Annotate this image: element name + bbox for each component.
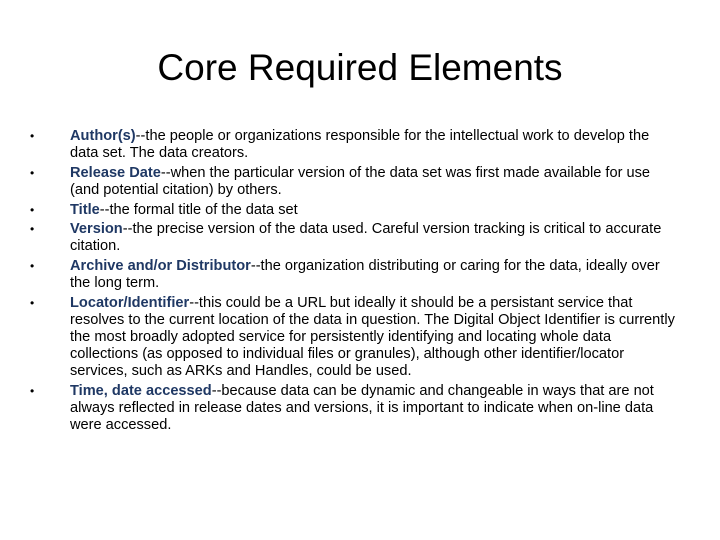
- bullet-item-time-accessed: [30, 383, 678, 434]
- bullet-description: --this could be a URL but ideally it should be a persistant service that resolves to the current location of the data in question. The Digital Object Identifier is currently the most broadly adopted service for persistently identifying and locating whole data collections (as opposed to individual files or granules), although other identifier/locator services, such as ARKs and Handles, could be used.: [70, 294, 675, 380]
- bullet-dot-icon: •: [30, 129, 35, 143]
- bullet-term: Time, date accessed: [70, 382, 212, 399]
- bullet-dot-icon: •: [30, 259, 35, 274]
- bullet-item-release-date: [30, 165, 678, 199]
- bullet-item-title: [30, 202, 678, 219]
- bullet-description: --the people or organizations responsible for the intellectual work to develop the data set. The data creators.: [70, 128, 650, 162]
- bullet-description: --the precise version of the data used. Careful version tracking is critical to accurate citation.: [70, 221, 662, 255]
- bullet-dot-icon: •: [30, 202, 35, 217]
- bullet-term: Release Date: [70, 164, 161, 181]
- bullet-description: --the organization distributing or caring for the data, ideally over the long term.: [70, 258, 660, 292]
- bullet-term: Archive and/or Distributor: [70, 258, 251, 275]
- bullet-item-archive-distributor: [30, 258, 678, 292]
- bullet-dot-icon: •: [30, 295, 35, 310]
- bullet-dot-icon: •: [30, 383, 35, 398]
- bullet-item-author: [30, 128, 678, 162]
- bullet-dot-icon: •: [30, 222, 35, 237]
- bullet-item-version: [30, 221, 678, 255]
- bullet-term: Author(s): [70, 128, 136, 144]
- bullet-description: --when the particular version of the data set was first made available for use (and potential citation) by others.: [70, 164, 651, 198]
- bullet-item-locator-identifier: [30, 295, 678, 380]
- bullet-description: --because data can be dynamic and changeable in ways that are not always reflected in release dates and versions, it is important to indicate when on-line data were accessed.: [70, 382, 654, 434]
- bullet-term: Version: [70, 221, 123, 238]
- bullet-term: Locator/Identifier: [70, 294, 190, 311]
- bullet-description: --the formal title of the data set: [99, 201, 298, 218]
- bullet-list: [30, 128, 678, 437]
- bullet-dot-icon: •: [30, 165, 35, 180]
- slide-title: Core Required Elements: [157, 47, 563, 88]
- bullet-term: Title: [70, 201, 100, 218]
